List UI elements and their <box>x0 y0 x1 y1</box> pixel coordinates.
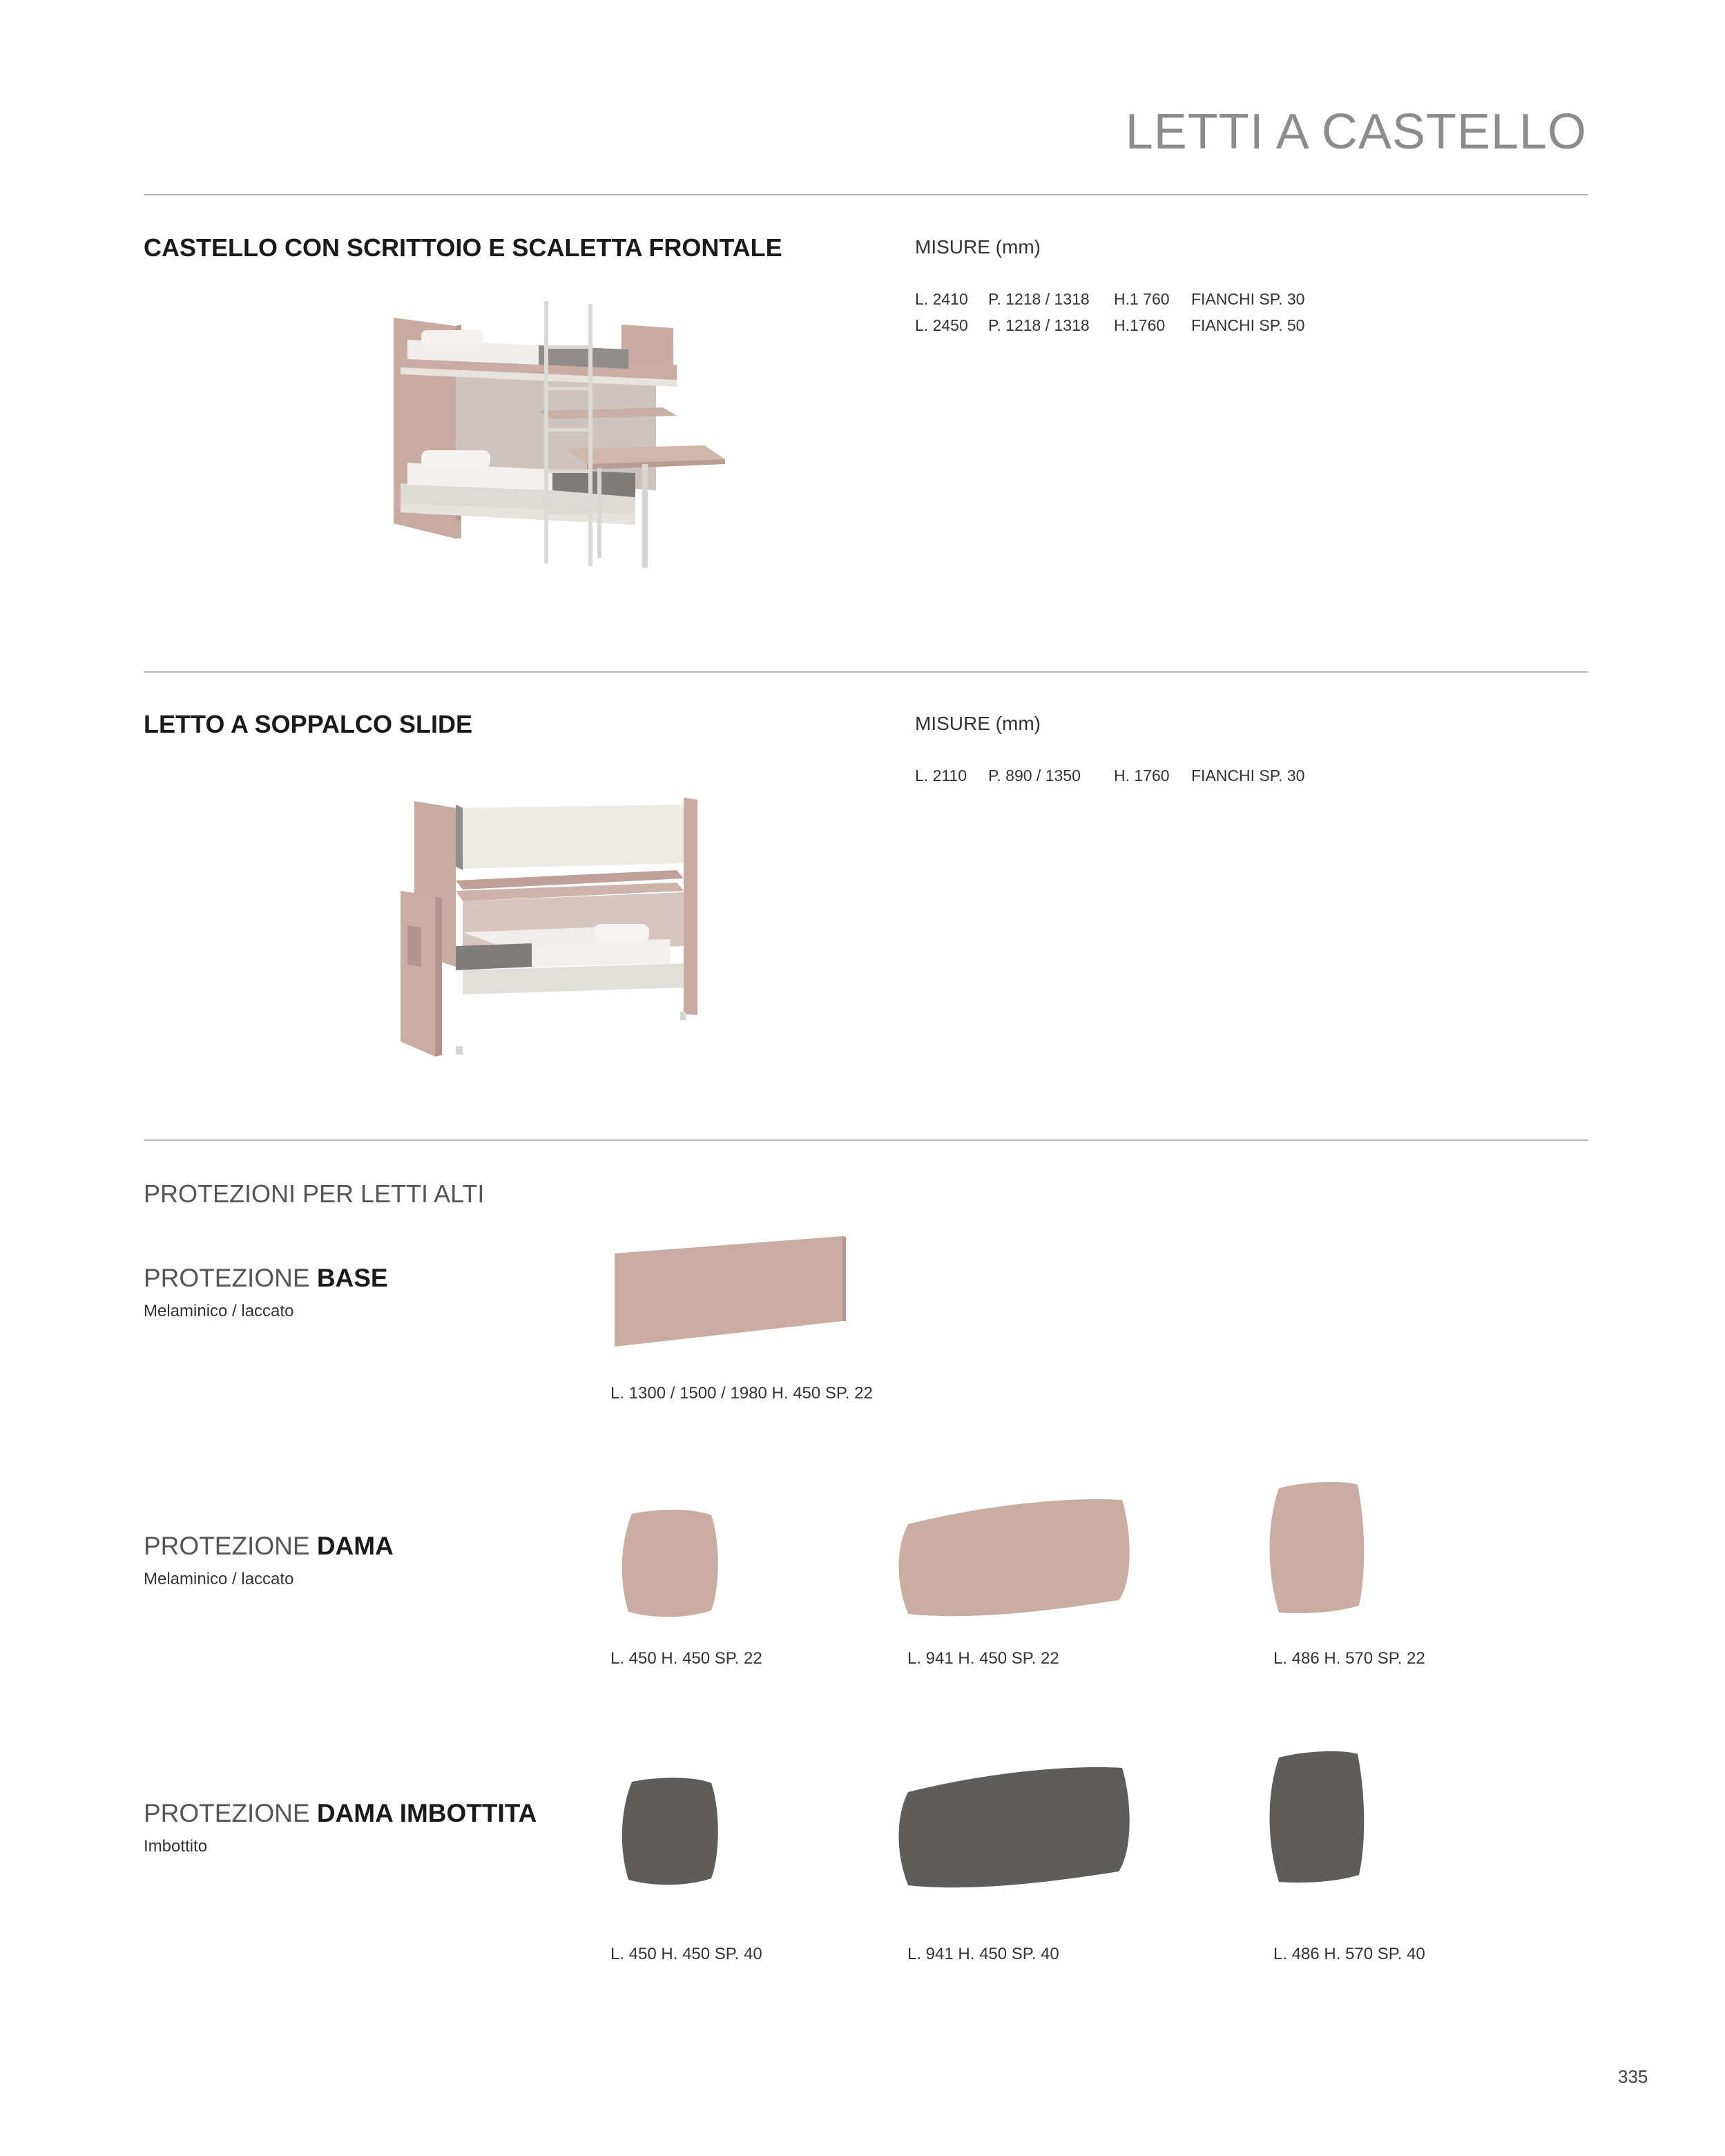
dama-imbottita-panel-small-image <box>618 1775 722 1889</box>
misure-label: MISURE (mm) <box>915 236 1041 258</box>
protection-dama-imbottita-subtitle: Imbottito <box>144 1837 208 1856</box>
dama-imbottita-dims-tall: L. 486 H. 570 SP. 40 <box>1273 1945 1425 1963</box>
dama-imbottita-panel-wide-image <box>894 1761 1133 1896</box>
dama-panel-wide-image <box>894 1493 1133 1624</box>
protection-dama-subtitle: Melaminico / laccato <box>144 1570 294 1588</box>
protection-dama-title: PROTEZIONE DAMA <box>144 1532 394 1560</box>
dama-imbottita-dims-small: L. 450 H. 450 SP. 40 <box>610 1945 762 1963</box>
protection-base-panel-image <box>611 1233 846 1350</box>
dama-panel-tall-image <box>1264 1478 1367 1623</box>
divider <box>144 194 1588 195</box>
spec-row: L. 2410 P. 1218 / 1318 H.1 760 FIANCHI SP. 30 <box>915 290 1305 308</box>
section-title-castello: CASTELLO CON SCRITTOIO E SCALETTA FRONTALE <box>144 233 782 262</box>
bunk-bed-desk-image <box>331 283 773 601</box>
divider <box>144 671 1588 673</box>
protections-heading: PROTEZIONI PER LETTI ALTI <box>144 1180 485 1208</box>
page-number: 335 <box>1618 2066 1648 2087</box>
page-title: LETTI A CASTELLO <box>1125 104 1587 160</box>
protection-base-title: PROTEZIONE BASE <box>144 1264 388 1292</box>
spec-row: L. 2110 P. 890 / 1350 H. 1760 FIANCHI SP. 30 <box>915 767 1305 785</box>
section-title-soppalco: LETTO A SOPPALCO SLIDE <box>144 710 473 738</box>
protection-base-dims: L. 1300 / 1500 / 1980 H. 450 SP. 22 <box>610 1384 873 1403</box>
dama-imbottita-panel-tall-image <box>1264 1747 1367 1892</box>
dama-panel-small-image <box>618 1507 722 1621</box>
dama-imbottita-dims-wide: L. 941 H. 450 SP. 40 <box>907 1945 1059 1963</box>
dama-dims-small: L. 450 H. 450 SP. 22 <box>610 1649 762 1668</box>
divider <box>144 1139 1588 1141</box>
dama-dims-wide: L. 941 H. 450 SP. 22 <box>907 1649 1059 1668</box>
dama-dims-tall: L. 486 H. 570 SP. 22 <box>1273 1649 1425 1668</box>
protection-dama-imbottita-title: PROTEZIONE DAMA IMBOTTITA <box>144 1799 537 1827</box>
misure-label: MISURE (mm) <box>915 713 1041 734</box>
loft-bed-slide-image <box>325 767 767 1084</box>
protection-base-subtitle: Melaminico / laccato <box>144 1302 294 1320</box>
spec-row: L. 2450 P. 1218 / 1318 H.1760 FIANCHI SP. 50 <box>915 316 1305 334</box>
